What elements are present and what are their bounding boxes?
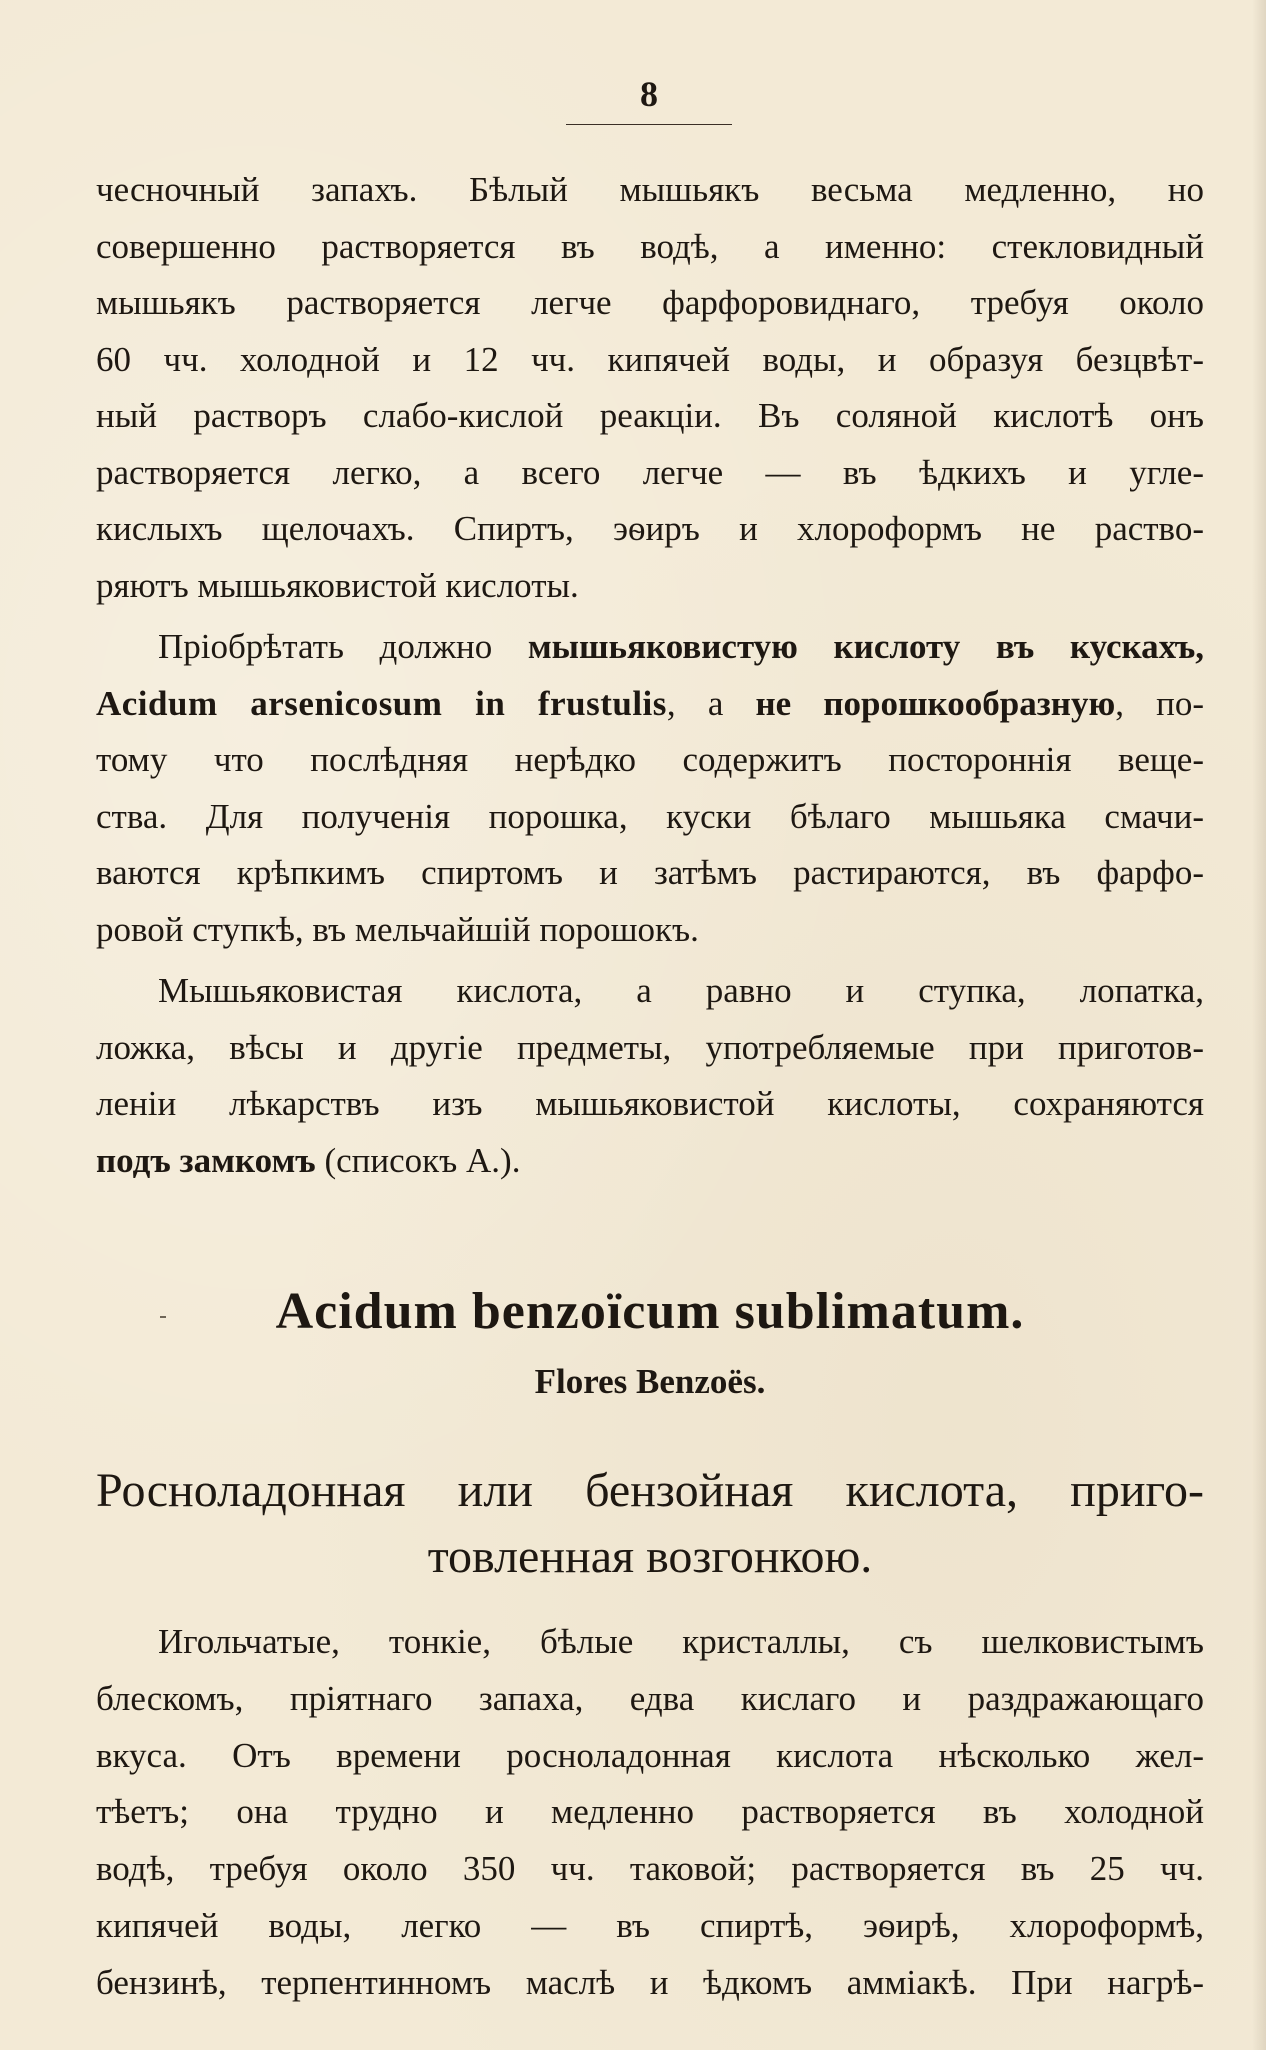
bold-text-run: мышьяковистую кислоту въ кускахъ, xyxy=(527,627,1204,666)
text-line xyxy=(96,619,1204,676)
text-line: Мышьяковистая кислота, а равно и ступка, лопатка, xyxy=(158,971,1204,1010)
latin-name-run: Acidum arsenicosum in frustulis xyxy=(96,683,667,723)
bold-text-run: не порошкообразную xyxy=(755,683,1116,723)
page-number: 8 xyxy=(640,74,658,114)
bold-text-run: подъ замкомъ xyxy=(96,1140,316,1180)
text-line: совершенно растворяется въ водѣ, а именно: стекловидный xyxy=(96,226,1204,266)
section-subtitle: Flores Benzoës. xyxy=(534,1362,766,1401)
text-line: бензинѣ, терпентинномъ маслѣ и ѣдкомъ амміакѣ. При нагрѣ- xyxy=(96,1962,1204,2002)
text-line: ложка, вѣсы и другіе предметы, употребляемые при приготов- xyxy=(96,1027,1204,1067)
text-run: , а xyxy=(666,683,756,723)
text-line: блескомъ, пріятнаго запаха, едва кислаго и раздражающаго xyxy=(96,1678,1204,1718)
text-line: чесночный запахъ. Бѣлый мышьякъ весьма медленно, но xyxy=(96,170,1204,209)
text-line: кипячей воды, легко — въ спиртѣ, эѳирѣ, хлороформѣ, xyxy=(96,1905,1204,1945)
main-text xyxy=(96,162,1204,1194)
text-run: , по- xyxy=(1115,683,1204,723)
text-run: (списокъ А.). xyxy=(315,1140,521,1180)
section-heading xyxy=(96,1280,1204,1402)
text-run: Пріобрѣтать должно xyxy=(158,627,528,666)
paragraph-acquisition xyxy=(96,619,1204,958)
section-title: Acidum benzoïcum sublimatum. xyxy=(275,1283,1025,1340)
page-edge-shadow xyxy=(1252,0,1266,2050)
text-line: 60 чч. холодной и 12 чч. кипячей воды, и образуя безцвѣт- xyxy=(96,339,1204,379)
heading-line: товленная возгонкою. xyxy=(427,1530,873,1583)
text-line: ровой ступкѣ, въ мельчайшій порошокъ. xyxy=(96,909,699,949)
text-line: ваются крѣпкимъ спиртомъ и затѣмъ растираются, въ фарфо- xyxy=(96,853,1204,892)
text-line: тѣетъ; она трудно и медленно растворяется въ холодной xyxy=(96,1792,1204,1832)
text-line: растворяется легко, а всего легче — въ ѣдкихъ и угле- xyxy=(96,452,1204,492)
paragraph-storage xyxy=(96,963,1204,1189)
text-line: ства. Для полученія порошка, куски бѣлаго мышьяка смачи- xyxy=(96,796,1204,836)
text-line: мышьякъ растворяется легче фарфоровиднаго, требуя около xyxy=(96,283,1204,322)
page-number-rule xyxy=(566,124,732,125)
text-line: вкуса. Отъ времени росноладонная кислота нѣсколько жел- xyxy=(96,1735,1204,1775)
text-line xyxy=(96,676,1204,733)
paragraph-arsenic-solubility xyxy=(96,162,1204,614)
text-line xyxy=(96,1133,1204,1190)
text-line: ряютъ мышьяковистой кислоты. xyxy=(96,565,579,605)
text-line: Игольчатые, тонкіе, бѣлые кристаллы, съ шелковистымъ xyxy=(158,1622,1204,1661)
heading-line: Росноладонная или бензойная кислота, приго- xyxy=(96,1464,1204,1517)
paragraph-benzoic-description xyxy=(96,1614,1204,2012)
text-line: водѣ, требуя около 350 чч. таковой; растворяется въ 25 чч. xyxy=(96,1849,1204,1889)
russian-heading xyxy=(96,1458,1204,1590)
text-line: тому что послѣдняя нерѣдко содержитъ постороннія веще- xyxy=(96,740,1204,779)
text-line: кислыхъ щелочахъ. Спиртъ, эѳиръ и хлороформъ не раство- xyxy=(96,509,1204,548)
text-line: леніи лѣкарствъ изъ мышьяковистой кислоты, сохраняются xyxy=(96,1084,1204,1123)
text-line: ный растворъ слабо-кислой реакціи. Въ соляной кислотѣ онъ xyxy=(96,396,1204,435)
